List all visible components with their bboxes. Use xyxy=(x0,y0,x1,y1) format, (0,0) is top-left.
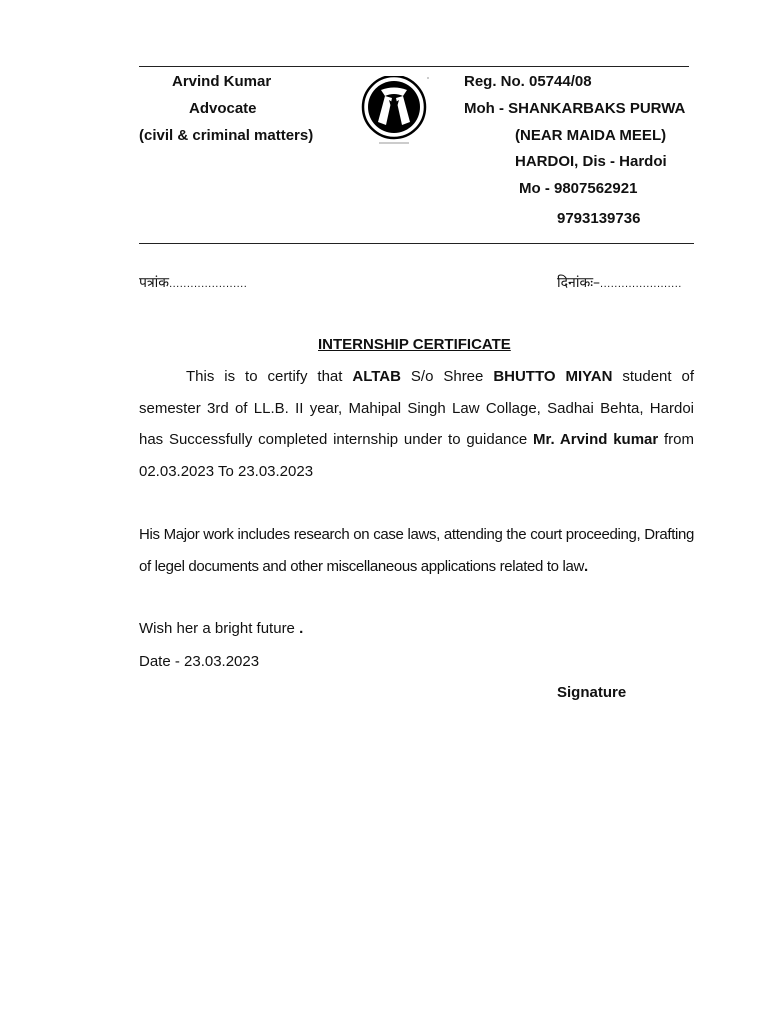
body-text: This is to certify that xyxy=(186,368,353,385)
advocate-practice: (civil & criminal matters) xyxy=(139,127,314,144)
patrank-field xyxy=(139,273,247,292)
wish-text: Wish her a bright future xyxy=(139,620,300,637)
work-description-end: . xyxy=(583,557,588,575)
dinank-label: दिनांकः– xyxy=(557,275,601,291)
header-top-rule xyxy=(139,66,689,67)
work-description-text: His Major work includes research on case laws, attending the court proceeding, Drafting of legel documents and other miscellaneous applications related to law xyxy=(139,526,694,575)
advocate-designation: Advocate xyxy=(189,100,257,117)
address-line-3: HARDOI, Dis - Hardoi xyxy=(515,153,667,170)
certificate-title: INTERNSHIP CERTIFICATE xyxy=(318,336,511,353)
header-bottom-rule xyxy=(139,243,694,244)
mobile-number-2: 9793139736 xyxy=(557,210,641,227)
signature-label: Signature xyxy=(557,684,627,701)
wish-end: . xyxy=(299,620,304,637)
student-name: ALTAB xyxy=(352,368,401,385)
patrank-dots: ...................... xyxy=(169,278,248,290)
father-name: BHUTTO MIYAN xyxy=(493,368,613,385)
body-text: S/o Shree xyxy=(400,368,494,385)
certificate-body-paragraph xyxy=(139,361,694,487)
certificate-date: Date - 23.03.2023 xyxy=(139,653,260,670)
dinank-dots: ....................... xyxy=(600,278,682,290)
advocate-name: Arvind Kumar xyxy=(172,73,272,90)
wish-line xyxy=(139,620,303,638)
work-description-paragraph xyxy=(139,519,694,582)
dinank-field xyxy=(557,273,682,292)
address-line-2: (NEAR MAIDA MEEL) xyxy=(515,127,667,144)
body-text: from 02.03.2023 To 23.03.2023 xyxy=(139,431,694,480)
mobile-number: Mo - 9807562921 xyxy=(519,180,638,197)
body-text: student of semester 3rd of LL.B. II year, Mahipal Singh Law Collage, Sadhai Behta, Hardoi has Successfully completed internship under to guidance xyxy=(139,368,694,448)
advocate-emblem-icon xyxy=(359,76,431,148)
address-line-1: Moh - SHANKARBAKS PURWA xyxy=(464,100,686,117)
guide-name: Mr. Arvind kumar xyxy=(533,431,659,448)
registration-number: Reg. No. 05744/08 xyxy=(464,73,592,90)
patrank-label: पत्रांक xyxy=(139,275,170,291)
